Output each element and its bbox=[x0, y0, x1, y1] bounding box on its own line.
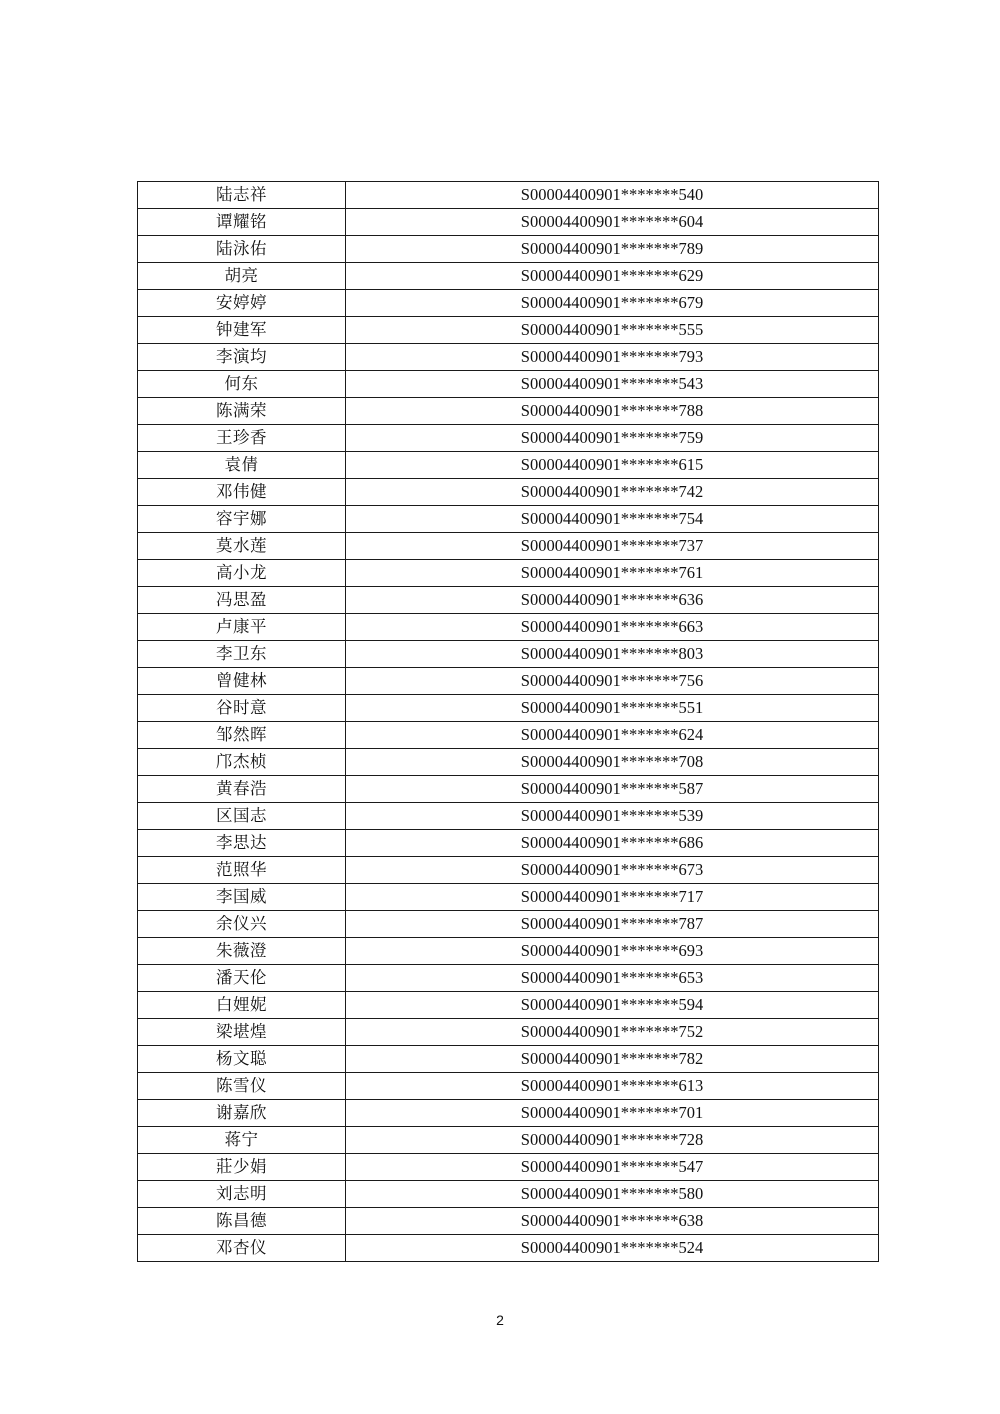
id-number-cell: S00004400901*******737 bbox=[346, 533, 879, 560]
id-number-cell: S00004400901*******543 bbox=[346, 371, 879, 398]
table-row bbox=[138, 1181, 879, 1208]
id-number-cell: S00004400901*******587 bbox=[346, 776, 879, 803]
table-row bbox=[138, 236, 879, 263]
name-cell: 梁堪煌 bbox=[138, 1019, 346, 1046]
table-row bbox=[138, 749, 879, 776]
table-row bbox=[138, 1073, 879, 1100]
name-cell: 莫水莲 bbox=[138, 533, 346, 560]
id-number-cell: S00004400901*******686 bbox=[346, 830, 879, 857]
table-row bbox=[138, 1154, 879, 1181]
table-row bbox=[138, 1208, 879, 1235]
name-cell: 邹然晖 bbox=[138, 722, 346, 749]
name-cell: 邓伟健 bbox=[138, 479, 346, 506]
id-number-cell: S00004400901*******717 bbox=[346, 884, 879, 911]
id-number-cell: S00004400901*******679 bbox=[346, 290, 879, 317]
id-number-cell: S00004400901*******673 bbox=[346, 857, 879, 884]
name-cell: 杨文聪 bbox=[138, 1046, 346, 1073]
name-cell: 卢康平 bbox=[138, 614, 346, 641]
name-cell: 谢嘉欣 bbox=[138, 1100, 346, 1127]
table-row bbox=[138, 830, 879, 857]
roster-table-body bbox=[138, 182, 879, 1262]
table-row bbox=[138, 857, 879, 884]
name-cell: 冯思盈 bbox=[138, 587, 346, 614]
id-number-cell: S00004400901*******752 bbox=[346, 1019, 879, 1046]
id-number-cell: S00004400901*******728 bbox=[346, 1127, 879, 1154]
table-row bbox=[138, 668, 879, 695]
name-cell: 陈满荣 bbox=[138, 398, 346, 425]
table-row bbox=[138, 992, 879, 1019]
table-row bbox=[138, 398, 879, 425]
id-number-cell: S00004400901*******524 bbox=[346, 1235, 879, 1262]
id-number-cell: S00004400901*******613 bbox=[346, 1073, 879, 1100]
name-cell: 区国志 bbox=[138, 803, 346, 830]
table-row bbox=[138, 776, 879, 803]
table-row bbox=[138, 1127, 879, 1154]
table-row bbox=[138, 1046, 879, 1073]
id-number-cell: S00004400901*******638 bbox=[346, 1208, 879, 1235]
name-cell: 蒋宁 bbox=[138, 1127, 346, 1154]
name-cell: 李思达 bbox=[138, 830, 346, 857]
id-number-cell: S00004400901*******551 bbox=[346, 695, 879, 722]
name-cell: 胡亮 bbox=[138, 263, 346, 290]
id-number-cell: S00004400901*******624 bbox=[346, 722, 879, 749]
id-number-cell: S00004400901*******787 bbox=[346, 911, 879, 938]
id-number-cell: S00004400901*******663 bbox=[346, 614, 879, 641]
table-row bbox=[138, 965, 879, 992]
id-number-cell: S00004400901*******594 bbox=[346, 992, 879, 1019]
name-cell: 刘志明 bbox=[138, 1181, 346, 1208]
id-number-cell: S00004400901*******539 bbox=[346, 803, 879, 830]
id-number-cell: S00004400901*******708 bbox=[346, 749, 879, 776]
id-number-cell: S00004400901*******782 bbox=[346, 1046, 879, 1073]
name-cell: 范照华 bbox=[138, 857, 346, 884]
name-cell: 曾健林 bbox=[138, 668, 346, 695]
id-number-cell: S00004400901*******555 bbox=[346, 317, 879, 344]
id-number-cell: S00004400901*******803 bbox=[346, 641, 879, 668]
name-cell: 高小龙 bbox=[138, 560, 346, 587]
id-number-cell: S00004400901*******615 bbox=[346, 452, 879, 479]
name-cell: 余仪兴 bbox=[138, 911, 346, 938]
id-number-cell: S00004400901*******653 bbox=[346, 965, 879, 992]
table-row bbox=[138, 479, 879, 506]
name-cell: 李国威 bbox=[138, 884, 346, 911]
table-row bbox=[138, 533, 879, 560]
name-cell: 李卫东 bbox=[138, 641, 346, 668]
table-row bbox=[138, 560, 879, 587]
id-number-cell: S00004400901*******693 bbox=[346, 938, 879, 965]
name-cell: 潘天伦 bbox=[138, 965, 346, 992]
table-row bbox=[138, 1100, 879, 1127]
name-cell: 莊少娟 bbox=[138, 1154, 346, 1181]
table-row bbox=[138, 938, 879, 965]
table-row bbox=[138, 641, 879, 668]
id-number-cell: S00004400901*******629 bbox=[346, 263, 879, 290]
table-row bbox=[138, 1235, 879, 1262]
id-number-cell: S00004400901*******742 bbox=[346, 479, 879, 506]
table-row bbox=[138, 803, 879, 830]
name-cell: 谷时意 bbox=[138, 695, 346, 722]
page-number: 2 bbox=[496, 1312, 504, 1328]
table-row bbox=[138, 182, 879, 209]
table-row bbox=[138, 317, 879, 344]
table-row bbox=[138, 344, 879, 371]
id-number-cell: S00004400901*******761 bbox=[346, 560, 879, 587]
table-row bbox=[138, 425, 879, 452]
name-cell: 何东 bbox=[138, 371, 346, 398]
table-row bbox=[138, 506, 879, 533]
name-cell: 陆泳佑 bbox=[138, 236, 346, 263]
id-number-cell: S00004400901*******793 bbox=[346, 344, 879, 371]
id-number-cell: S00004400901*******788 bbox=[346, 398, 879, 425]
table-row bbox=[138, 911, 879, 938]
id-number-cell: S00004400901*******701 bbox=[346, 1100, 879, 1127]
name-cell: 李演均 bbox=[138, 344, 346, 371]
id-number-cell: S00004400901*******540 bbox=[346, 182, 879, 209]
table-row bbox=[138, 884, 879, 911]
table-row bbox=[138, 1019, 879, 1046]
table-row bbox=[138, 695, 879, 722]
name-cell: 陈昌德 bbox=[138, 1208, 346, 1235]
table-row bbox=[138, 263, 879, 290]
table-row bbox=[138, 722, 879, 749]
name-cell: 朱薇澄 bbox=[138, 938, 346, 965]
name-cell: 白娌妮 bbox=[138, 992, 346, 1019]
name-cell: 安婷婷 bbox=[138, 290, 346, 317]
name-cell: 陈雪仪 bbox=[138, 1073, 346, 1100]
id-number-cell: S00004400901*******636 bbox=[346, 587, 879, 614]
table-row bbox=[138, 290, 879, 317]
name-cell: 邝杰桢 bbox=[138, 749, 346, 776]
id-number-cell: S00004400901*******754 bbox=[346, 506, 879, 533]
table-row bbox=[138, 452, 879, 479]
id-number-cell: S00004400901*******580 bbox=[346, 1181, 879, 1208]
id-number-cell: S00004400901*******547 bbox=[346, 1154, 879, 1181]
name-cell: 王珍香 bbox=[138, 425, 346, 452]
name-cell: 陆志祥 bbox=[138, 182, 346, 209]
id-number-cell: S00004400901*******756 bbox=[346, 668, 879, 695]
name-cell: 钟建军 bbox=[138, 317, 346, 344]
roster-table bbox=[137, 181, 879, 1262]
table-row bbox=[138, 587, 879, 614]
table-row bbox=[138, 209, 879, 236]
name-cell: 邓杏仪 bbox=[138, 1235, 346, 1262]
id-number-cell: S00004400901*******759 bbox=[346, 425, 879, 452]
id-number-cell: S00004400901*******604 bbox=[346, 209, 879, 236]
name-cell: 袁倩 bbox=[138, 452, 346, 479]
table-row bbox=[138, 614, 879, 641]
name-cell: 谭耀铭 bbox=[138, 209, 346, 236]
name-cell: 黄春浩 bbox=[138, 776, 346, 803]
name-cell: 容宇娜 bbox=[138, 506, 346, 533]
id-number-cell: S00004400901*******789 bbox=[346, 236, 879, 263]
table-row bbox=[138, 371, 879, 398]
